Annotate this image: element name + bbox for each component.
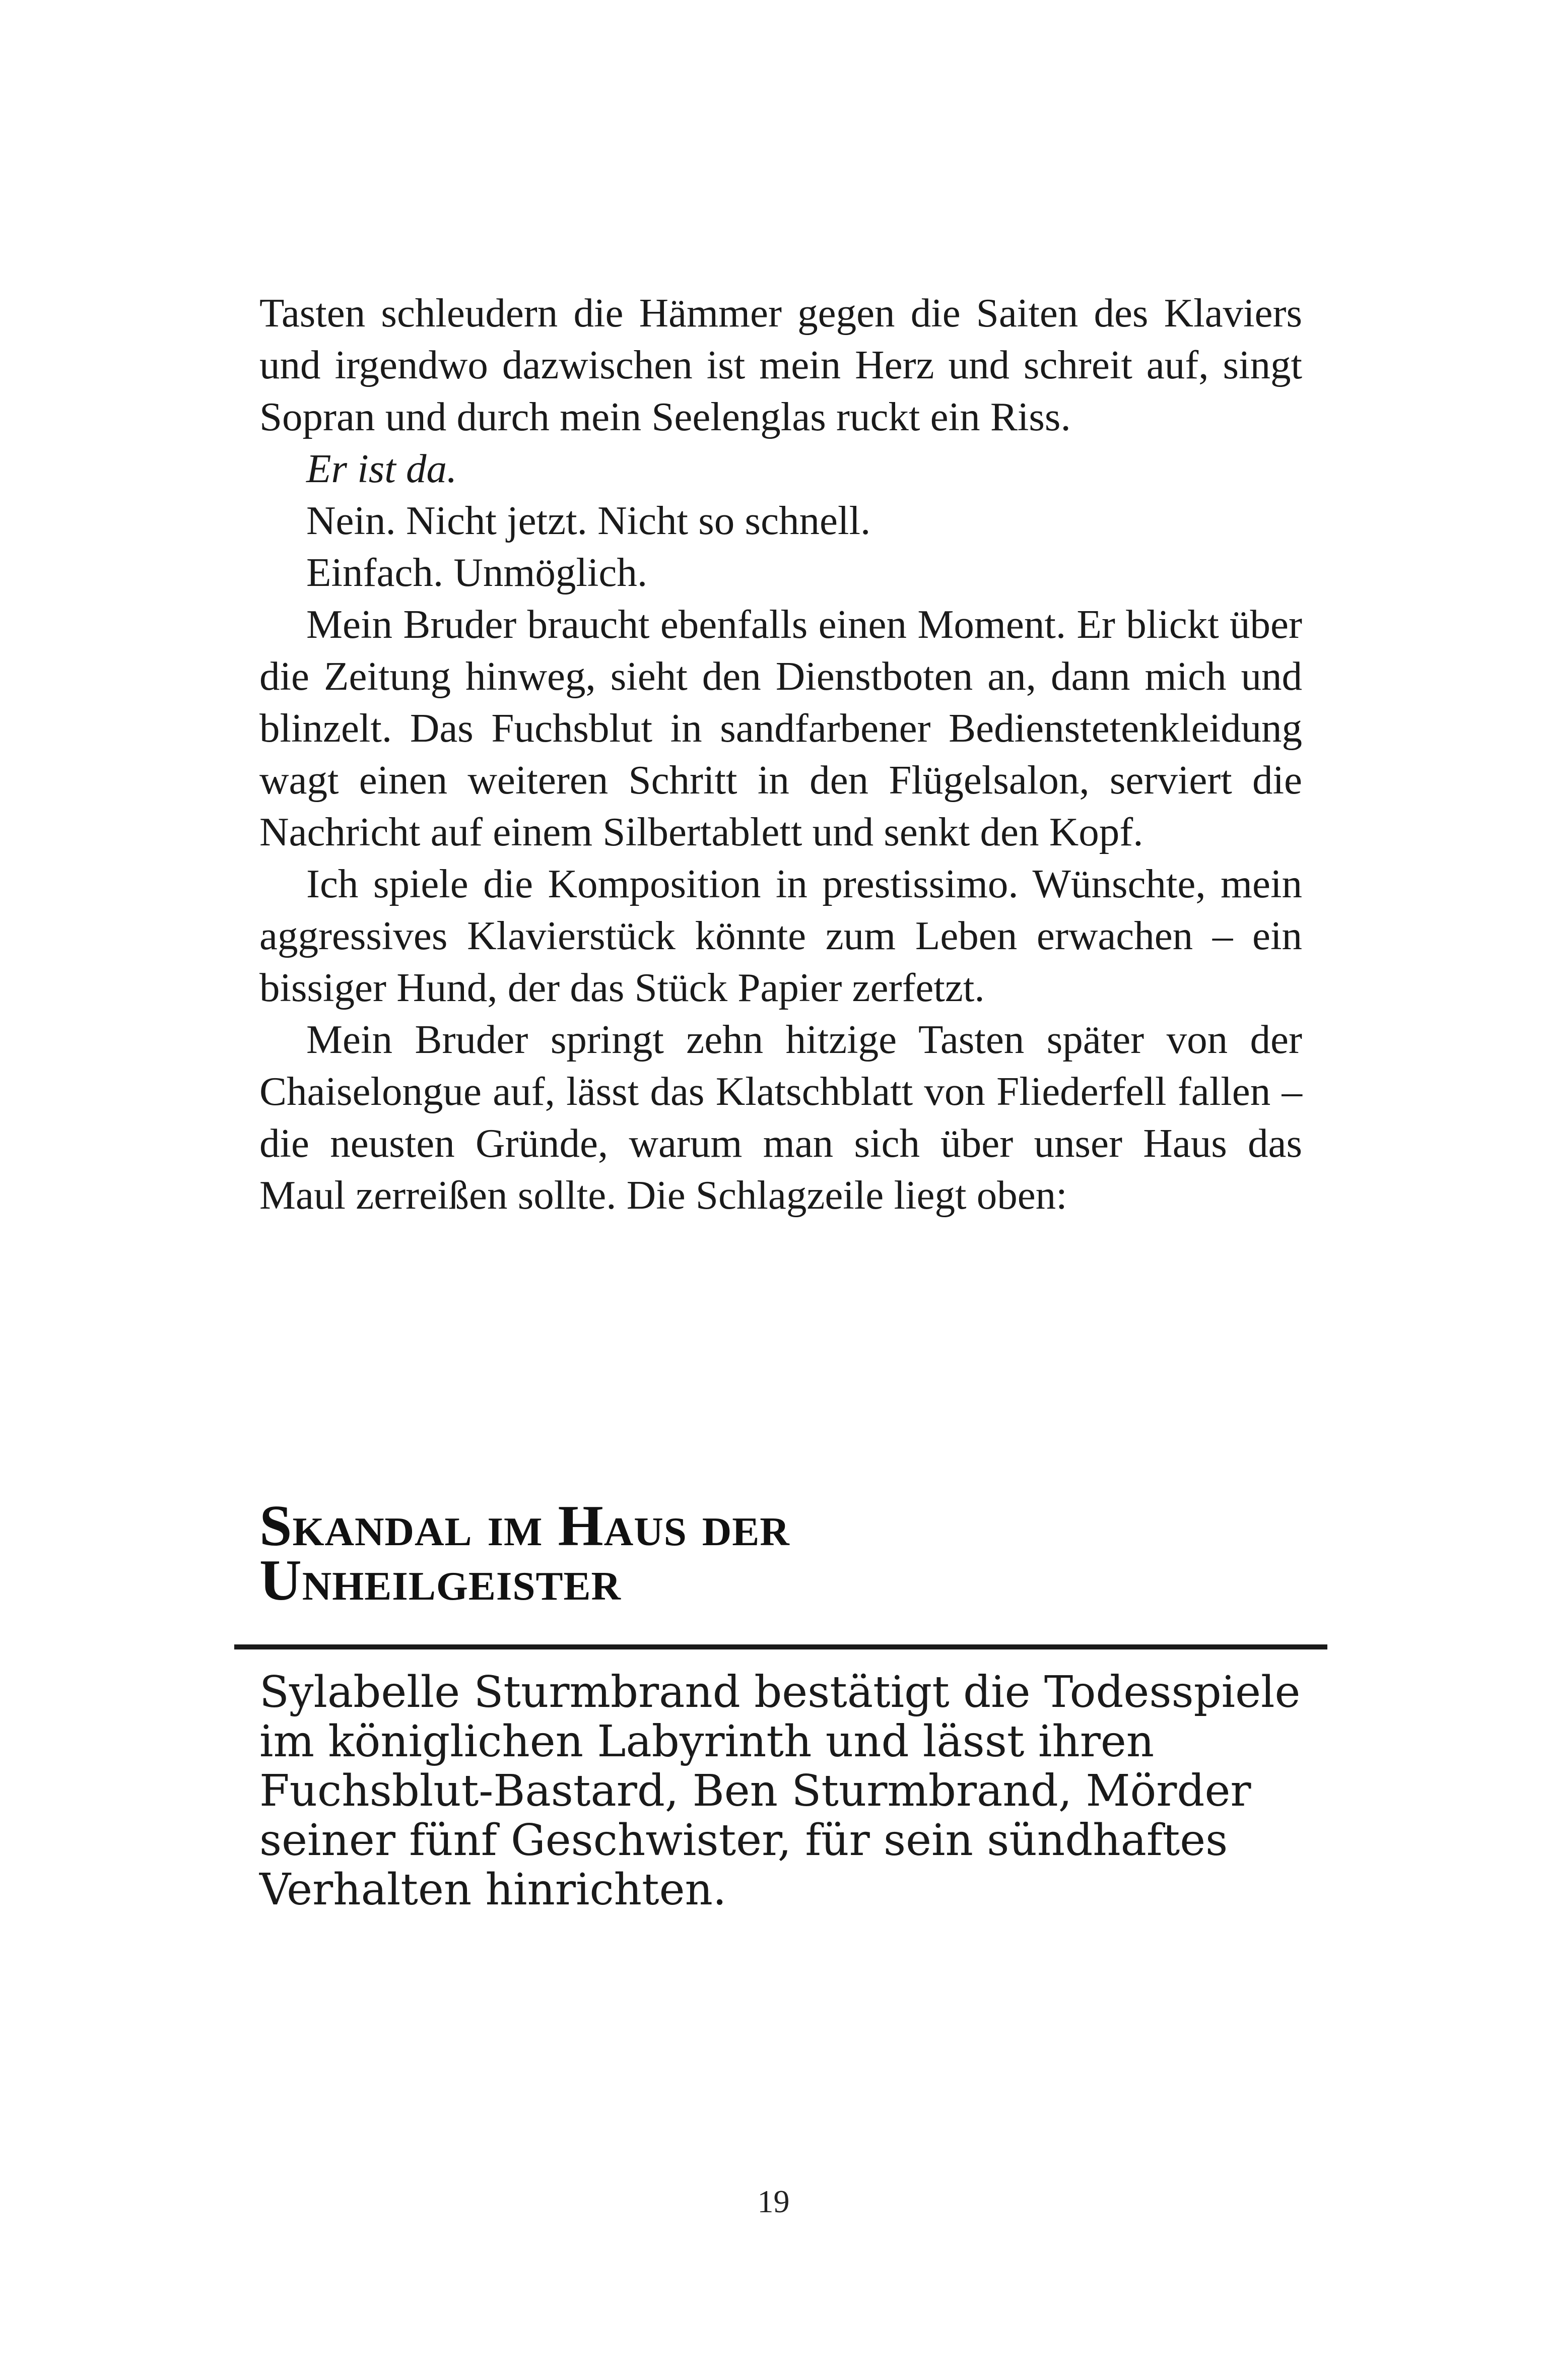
paragraph-2-italic: Er ist da. xyxy=(306,446,457,491)
body-text xyxy=(259,287,1302,1221)
paragraph-1: Tasten schleudern die Hämmer gegen die Saiten des Klaviers und irgendwo dazwischen ist mein Herz und schreit auf, singt Sopran und durch mein Seelenglas ruckt ein Riss. xyxy=(259,290,1302,439)
paragraph-6: Ich spiele die Komposition in prestissimo. Wünschte, mein aggressives Klavierstück könnte zum Leben erwachen – ein bissiger Hund, der das Stück Papier zerfetzt. xyxy=(259,861,1302,1010)
paragraph-7: Mein Bruder springt zehn hitzige Tasten später von der Chaiselongue auf, lässt das Klatschblatt von Fliederfell fallen – die neusten Gründe, warum man sich über unser Haus das Maul zerreißen sollte. Die Schlagzeile liegt oben: xyxy=(259,1017,1302,1218)
paragraph-3: Nein. Nicht jetzt. Nicht so schnell. xyxy=(306,498,871,543)
page-number: 19 xyxy=(757,2184,790,2219)
headline-line-1: Skandal im Haus der xyxy=(259,1494,790,1558)
newspaper-subheadline: Sylabelle Sturmbrand bestätigt die Todesspiele im königlichen Labyrinth und lässt ihren Fuchsblut-Bastard, Ben Sturmbrand, Mörder seiner fünf Geschwister, für sein sündhaftes Verhalten hinrichten. xyxy=(259,1667,1301,1915)
newspaper-headline xyxy=(259,1494,1327,1613)
paragraph-5: Mein Bruder braucht ebenfalls einen Moment. Er blickt über die Zeitung hinweg, sieht den Dienstboten an, dann mich und blinzelt. Das Fuchsblut in sandfarbener Bedienstetenkleidung wagt einen weiteren Schritt in den Flügelsalon, serviert die Nachricht auf einem Silbertablett und senkt den Kopf. xyxy=(259,602,1302,854)
headline-divider xyxy=(234,1644,1327,1649)
headline-line-2: Unheilgeister xyxy=(259,1548,621,1613)
paragraph-4: Einfach. Unmöglich. xyxy=(306,550,648,595)
